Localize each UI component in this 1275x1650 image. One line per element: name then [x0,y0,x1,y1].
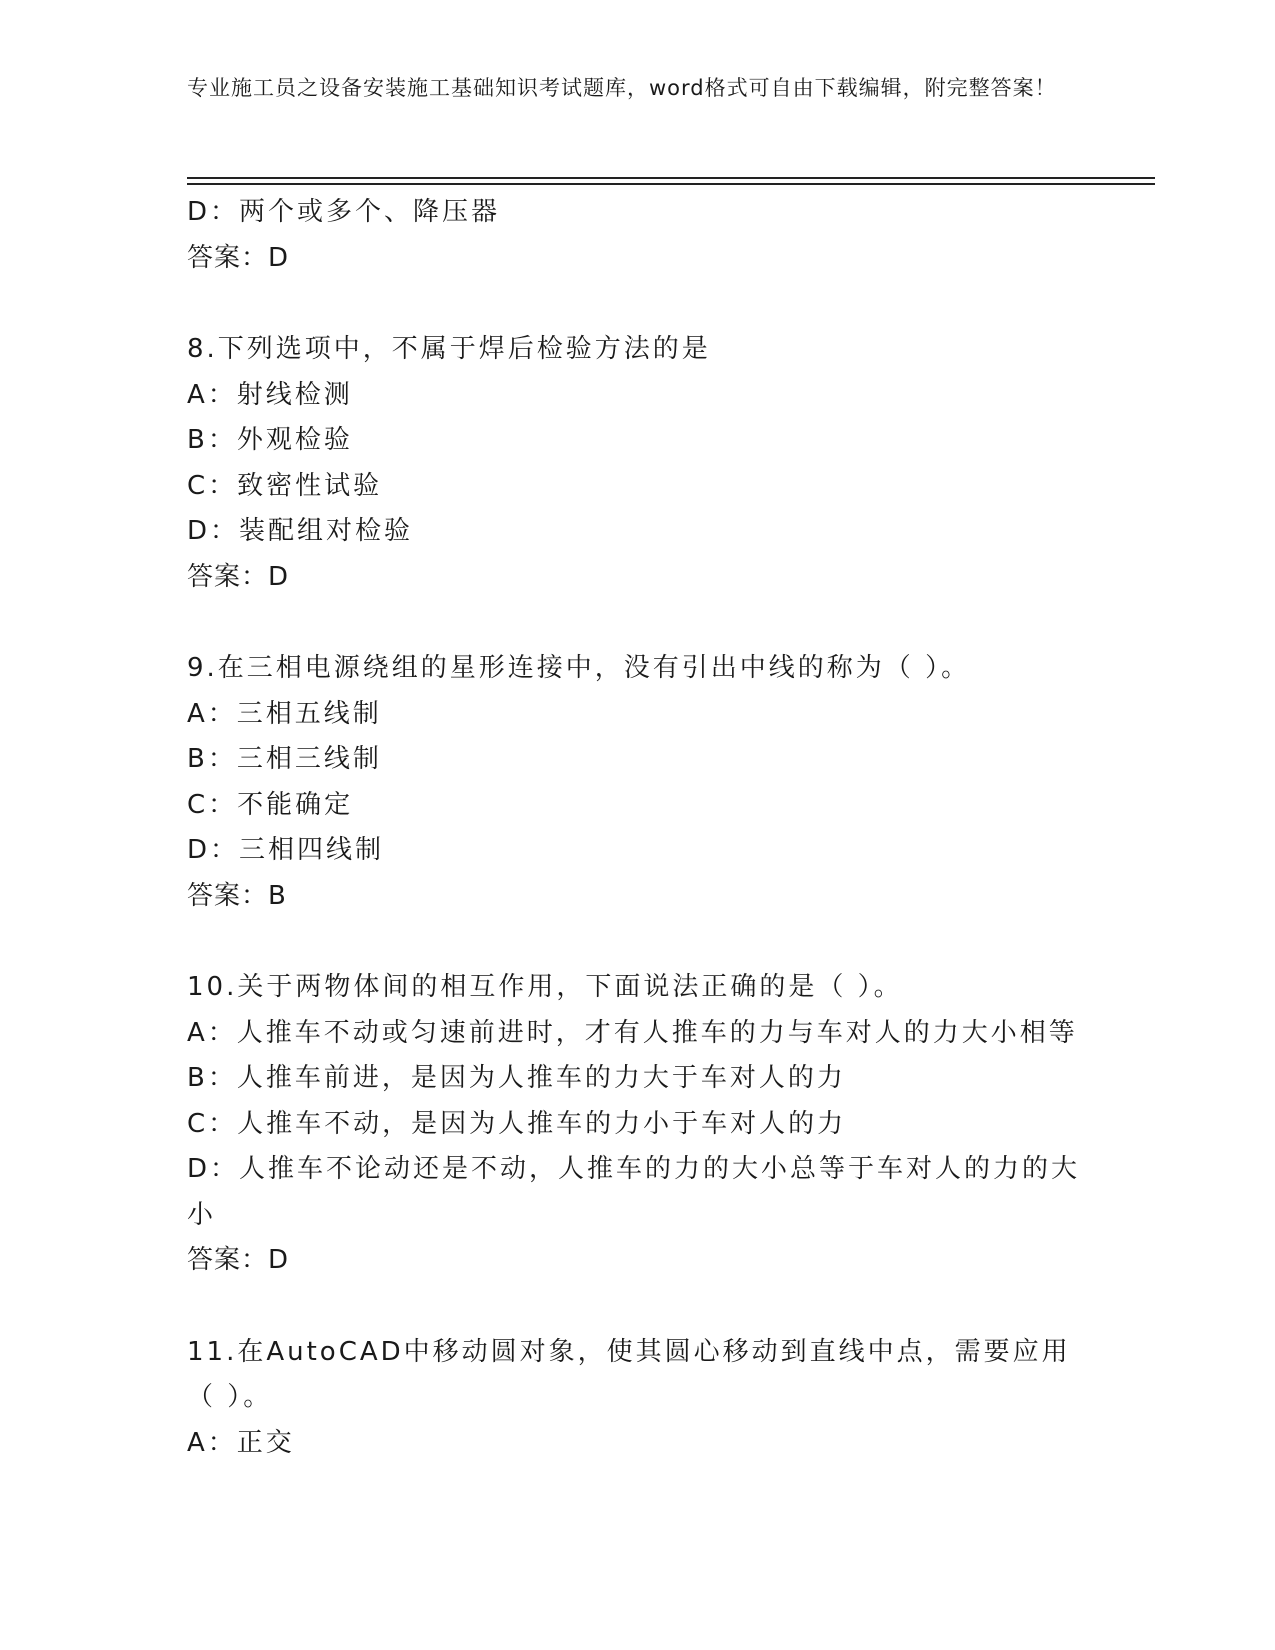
question-stem: 10.关于两物体间的相互作用，下面说法正确的是（ ）。 [187,972,903,1002]
question-stem: 11.在AutoCAD中移动圆对象，使其圆心移动到直线中点，需要应用（ ）。 [187,1336,1071,1412]
header-divider-top [187,177,1155,179]
option-text: D：人推车不论动还是不动，人推车的力的大小总等于车对人的力的大小 [187,1154,1081,1230]
option-text: B：三相三线制 [187,744,382,774]
question-8 [187,327,1087,600]
question-stem: 8.下列选项中，不属于焊后检验方法的是 [187,334,711,364]
answer-text: 答案：B [187,880,287,911]
question-9 [187,646,1087,919]
spacer [187,600,1087,646]
spacer [187,281,1087,327]
option-text: D：三相四线制 [187,835,385,865]
option-text: C：不能确定 [187,789,354,820]
option-text: A：射线检测 [187,379,353,410]
option-text: B：外观检验 [187,425,353,455]
option-text: B：人推车前进，是因为人推车的力大于车对人的力 [187,1063,846,1093]
spacer [187,1284,1087,1330]
question-stem: 9.在三相电源绕组的星形连接中，没有引出中线的称为（ ）。 [187,653,971,683]
answer-text: 答案：D [187,561,290,592]
answer-text: 答案：D [187,242,290,273]
spacer [187,919,1087,965]
option-text: A：正交 [187,1427,295,1458]
option-text: D：装配组对检验 [187,516,414,546]
document-header: 专业施工员之设备安装施工基础知识考试题库，word格式可自由下载编辑，附完整答案！ [187,76,1057,100]
option-text: D：两个或多个、降压器 [187,197,501,227]
answer-text: 答案：D [187,1245,290,1275]
option-text: C：致密性试验 [187,470,383,501]
question-10 [187,965,1087,1284]
option-text: A：人推车不动或匀速前进时，才有人推车的力与车对人的力大小相等 [187,1017,1078,1048]
option-text: C：人推车不动，是因为人推车的力小于车对人的力 [187,1108,847,1139]
option-text: A：三相五线制 [187,698,382,729]
question-11 [187,1330,1087,1467]
question-content [187,190,1087,1466]
header-divider-bottom [187,183,1155,185]
